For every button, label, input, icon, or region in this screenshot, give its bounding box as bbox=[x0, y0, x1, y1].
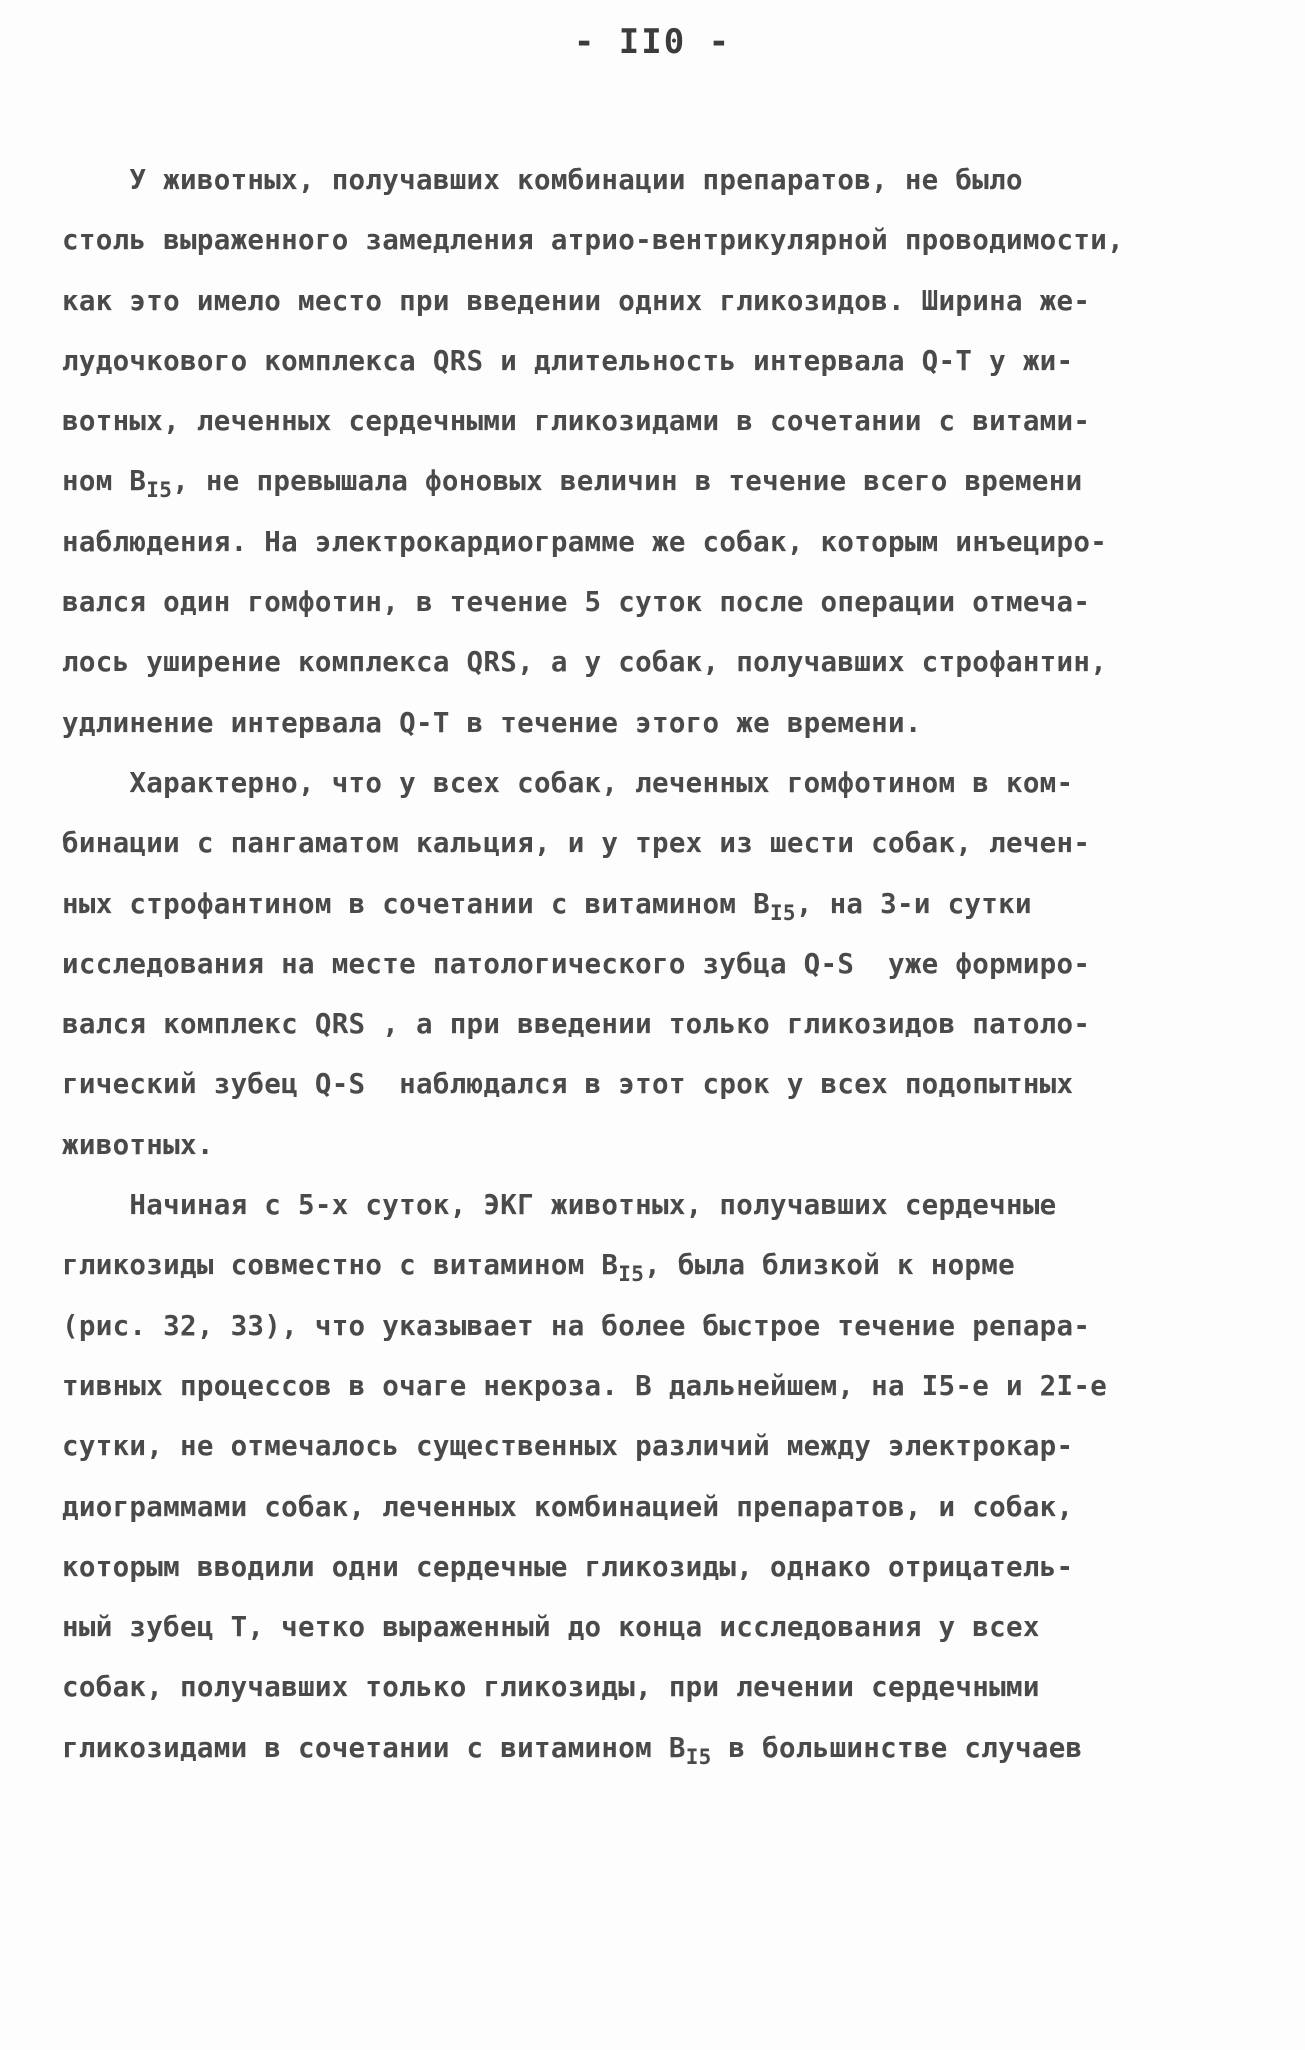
line-text: гликозиды совместно с витамином B bbox=[62, 1249, 619, 1282]
text-line bbox=[62, 632, 1222, 692]
subscript: I5 bbox=[618, 1262, 645, 1287]
subscript: I5 bbox=[146, 478, 173, 503]
line-text: вался комплекс QRЅ , а при введении только гликозидов патоло- bbox=[62, 1008, 1091, 1041]
line-text: как это имело место при введении одних гликозидов. Ширина же- bbox=[62, 284, 1091, 317]
line-text: Характерно, что у всех собак, леченных гомфотином в ком- bbox=[62, 766, 1074, 799]
line-text: наблюдения. На электрокардиограмме же собак, которым инъециро- bbox=[62, 525, 1108, 558]
text-line bbox=[62, 331, 1222, 391]
text-line bbox=[62, 813, 1222, 873]
line-text: удлинение интервала Q-T в течение этого же времени. bbox=[62, 706, 922, 739]
line-text: ных строфантином в сочетании с витамином B bbox=[62, 887, 770, 920]
line-text: вался один гомфотин, в течение 5 суток после операции отмеча- bbox=[62, 586, 1091, 619]
text-line bbox=[62, 391, 1222, 451]
text-line bbox=[62, 1115, 1222, 1175]
line-text-continuation: , была близкой к норме bbox=[644, 1249, 1015, 1282]
line-text-continuation: в большинстве случаев bbox=[711, 1731, 1083, 1764]
text-line bbox=[62, 934, 1222, 994]
text-line bbox=[62, 1416, 1222, 1476]
text-line bbox=[62, 753, 1222, 813]
text-line bbox=[62, 693, 1222, 753]
text-line bbox=[62, 1597, 1222, 1657]
line-text: ный зубец T, четко выраженный до конца исследования у всех bbox=[62, 1611, 1040, 1644]
text-line bbox=[62, 271, 1222, 331]
line-text: лось уширение комплекса QRЅ, а у собак, получавших строфантин, bbox=[62, 646, 1108, 679]
text-line bbox=[62, 1537, 1222, 1597]
text-line bbox=[62, 1657, 1222, 1717]
line-text: исследования на месте патологического зубца Q-Ѕ уже формиро- bbox=[62, 947, 1091, 980]
text-line bbox=[62, 1356, 1222, 1416]
text-line bbox=[62, 1477, 1222, 1537]
line-text-continuation: , на 3-и сутки bbox=[795, 887, 1032, 920]
line-text: диограммами собак, леченных комбинацией препаратов, и собак, bbox=[62, 1490, 1074, 1523]
line-text: бинации с пангаматом кальция, и у трех из шести собак, лечен- bbox=[62, 827, 1091, 860]
text-line bbox=[62, 874, 1222, 934]
subscript: I5 bbox=[685, 1744, 712, 1769]
line-text: Начиная с 5-х суток, ЭКГ животных, получавших сердечные bbox=[62, 1189, 1057, 1222]
text-line bbox=[62, 451, 1222, 511]
text-line bbox=[62, 512, 1222, 572]
text-line bbox=[62, 1175, 1222, 1235]
line-text: гликозидами в сочетании с витамином B bbox=[62, 1731, 686, 1764]
line-text: У животных, получавших комбинации препаратов, не было bbox=[62, 164, 1023, 196]
line-text-continuation: , не превышала фоновых величин в течение всего времени bbox=[172, 465, 1083, 498]
subscript: I5 bbox=[769, 900, 796, 925]
line-text: тивных процессов в очаге некроза. В дальнейшем, на I5-е и 2I-е bbox=[62, 1369, 1108, 1402]
line-text: ном B bbox=[62, 465, 147, 498]
page-number: - II0 - bbox=[573, 22, 732, 62]
line-text: сутки, не отмечалось существенных различий между электрокар- bbox=[62, 1430, 1074, 1463]
text-line bbox=[62, 1718, 1222, 1778]
line-text: (рис. 32, 33), что указывает на более быстрое течение репара- bbox=[62, 1309, 1091, 1342]
line-text: столь выраженного замедления атрио-вентрикулярной проводимости, bbox=[62, 224, 1124, 257]
text-line bbox=[62, 210, 1222, 270]
line-text: которым вводили одни сердечные гликозиды, однако отрицатель- bbox=[62, 1550, 1074, 1583]
line-text: гический зубец Q-Ѕ наблюдался в этот срок у всех подопытных bbox=[62, 1068, 1074, 1101]
line-text: вотных, леченных сердечными гликозидами в сочетании с витами- bbox=[62, 405, 1091, 438]
text-line bbox=[62, 572, 1222, 632]
line-text: собак, получавших только гликозиды, при лечении сердечными bbox=[62, 1671, 1040, 1704]
body-text bbox=[62, 150, 1222, 1778]
text-line bbox=[62, 994, 1222, 1054]
text-line bbox=[62, 150, 1222, 210]
text-line bbox=[62, 1296, 1222, 1356]
text-line bbox=[62, 1054, 1222, 1114]
line-text: животных. bbox=[62, 1128, 214, 1161]
text-line bbox=[62, 1235, 1222, 1295]
line-text: лудочкового комплекса QRЅ и длительность интервала Q-T у жи- bbox=[62, 344, 1074, 377]
